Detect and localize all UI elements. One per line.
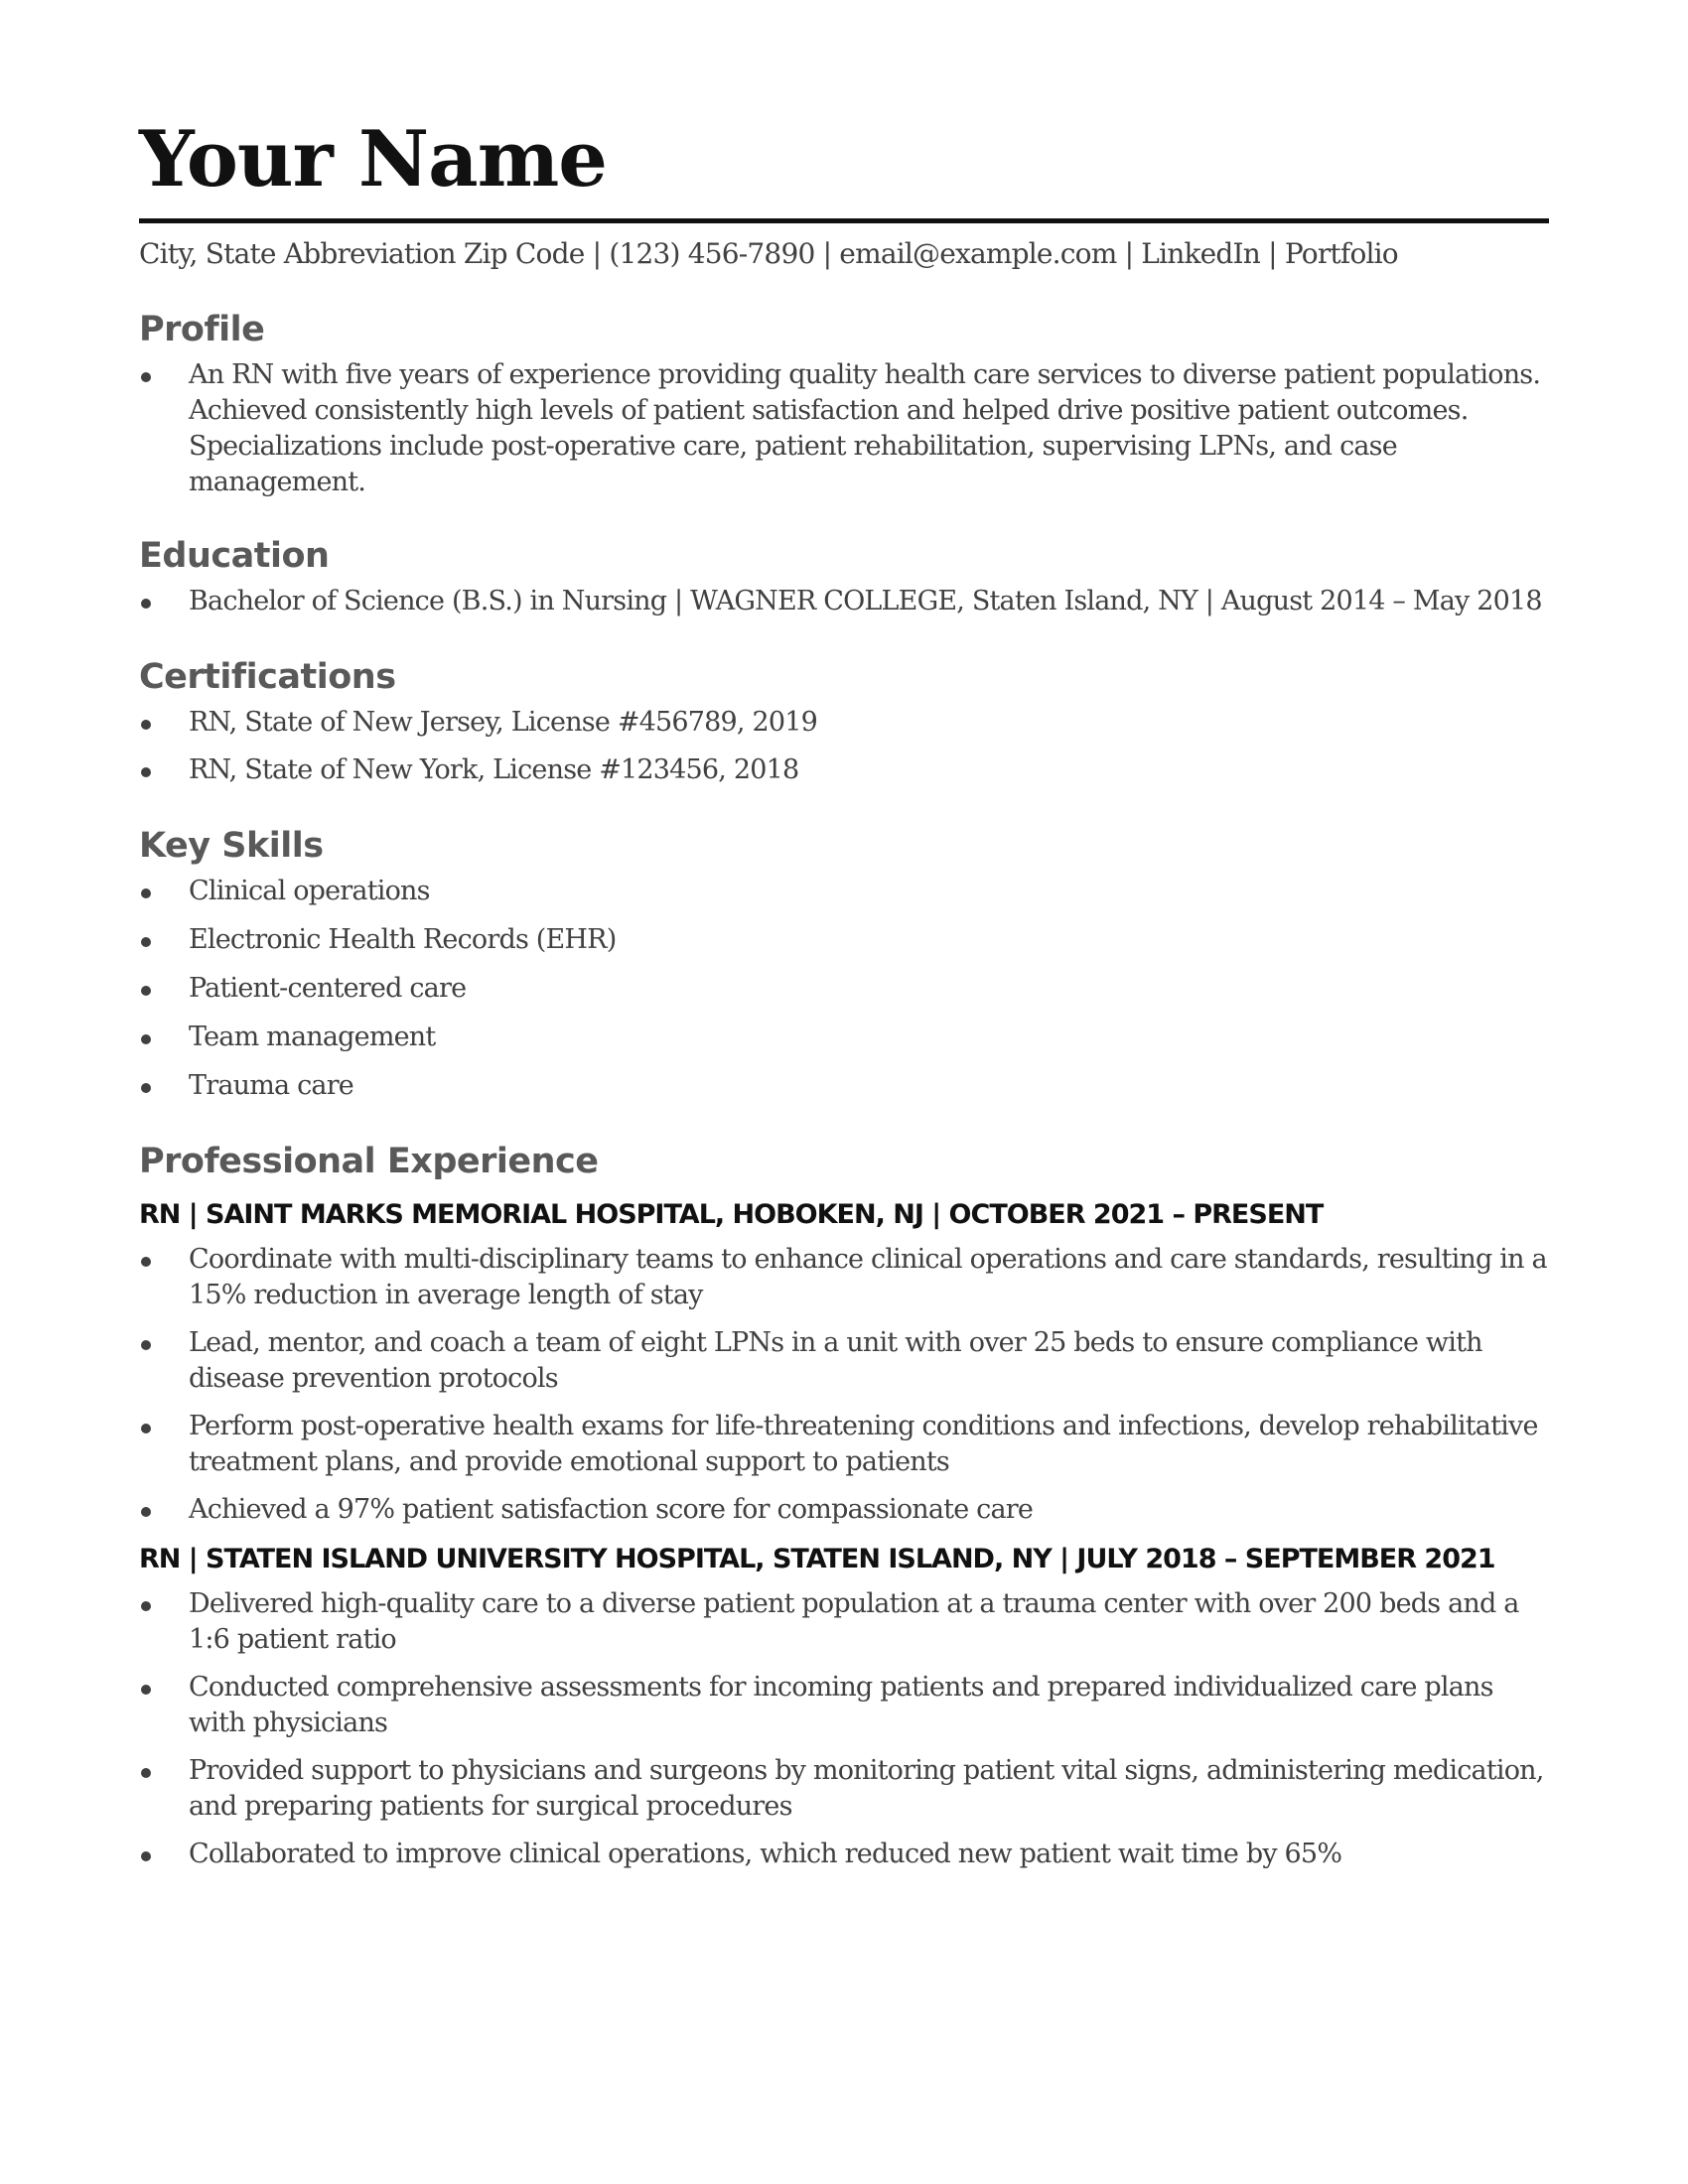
certification-item: RN, State of New Jersey, License #456789, 2019 [139, 705, 1549, 741]
resume-page [139, 109, 1549, 1872]
education-list [139, 584, 1549, 619]
job-bullet: Perform post-operative health exams for life-threatening conditions and infections, develop rehabilitative treatment plans, and provide emotional support to patients [139, 1409, 1549, 1480]
certifications-list [139, 705, 1549, 788]
job-bullet: Conducted comprehensive assessments for incoming patients and prepared individualized care plans with physicians [139, 1670, 1549, 1741]
job-bullet: Achieved a 97% patient satisfaction score for compassionate care [139, 1492, 1549, 1528]
profile-list [139, 357, 1549, 500]
section-title-experience: Professional Experience [139, 1142, 599, 1181]
job-heading: RN | STATEN ISLAND UNIVERSITY HOSPITAL, STATEN ISLAND, NY | JULY 2018 – SEPTEMBER 2021 [139, 1544, 1495, 1574]
job-heading: RN | SAINT MARKS MEMORIAL HOSPITAL, HOBOKEN, NJ | OCTOBER 2021 – PRESENT [139, 1199, 1324, 1230]
education-item: Bachelor of Science (B.S.) in Nursing | WAGNER COLLEGE, Staten Island, NY | August 2014 – May 2018 [139, 584, 1549, 619]
skill-item: Patient-centered care [139, 971, 1549, 1007]
skills-list [139, 874, 1549, 1104]
job-bullets [139, 1242, 1549, 1528]
skill-item: Team management [139, 1020, 1549, 1055]
job-bullet: Coordinate with multi-disciplinary teams to enhance clinical operations and care standards, resulting in a 15% reduction in average length of stay [139, 1242, 1549, 1313]
section-title-skills: Key Skills [139, 826, 324, 866]
contact-line: City, State Abbreviation Zip Code | (123) 456-7890 | email@example.com | LinkedIn | Portfolio [139, 237, 1398, 270]
skill-item: Trauma care [139, 1068, 1549, 1104]
job-bullet: Lead, mentor, and coach a team of eight LPNs in a unit with over 25 beds to ensure compliance with disease prevention protocols [139, 1325, 1549, 1397]
section-title-certifications: Certifications [139, 657, 396, 697]
job-bullet: Collaborated to improve clinical operations, which reduced new patient wait time by 65% [139, 1837, 1549, 1872]
job-bullet: Provided support to physicians and surgeons by monitoring patient vital signs, administering medication, and preparing patients for surgical procedures [139, 1753, 1549, 1825]
job-bullet: Delivered high-quality care to a diverse patient population at a trauma center with over 200 beds and a 1:6 patient ratio [139, 1586, 1549, 1658]
certification-item: RN, State of New York, License #123456, 2018 [139, 752, 1549, 788]
skill-item: Electronic Health Records (EHR) [139, 922, 1549, 958]
skill-item: Clinical operations [139, 874, 1549, 909]
candidate-name: Your Name [139, 109, 1549, 223]
section-title-education: Education [139, 536, 330, 576]
section-title-profile: Profile [139, 310, 265, 349]
profile-item: An RN with five years of experience providing quality health care services to diverse patient populations. Achieved consistently high levels of patient satisfaction and helped drive positive patient outcomes. Specializations include post-operative care, patient rehabilitation, supervising LPNs, and case management. [139, 357, 1549, 500]
job-bullets [139, 1586, 1549, 1872]
